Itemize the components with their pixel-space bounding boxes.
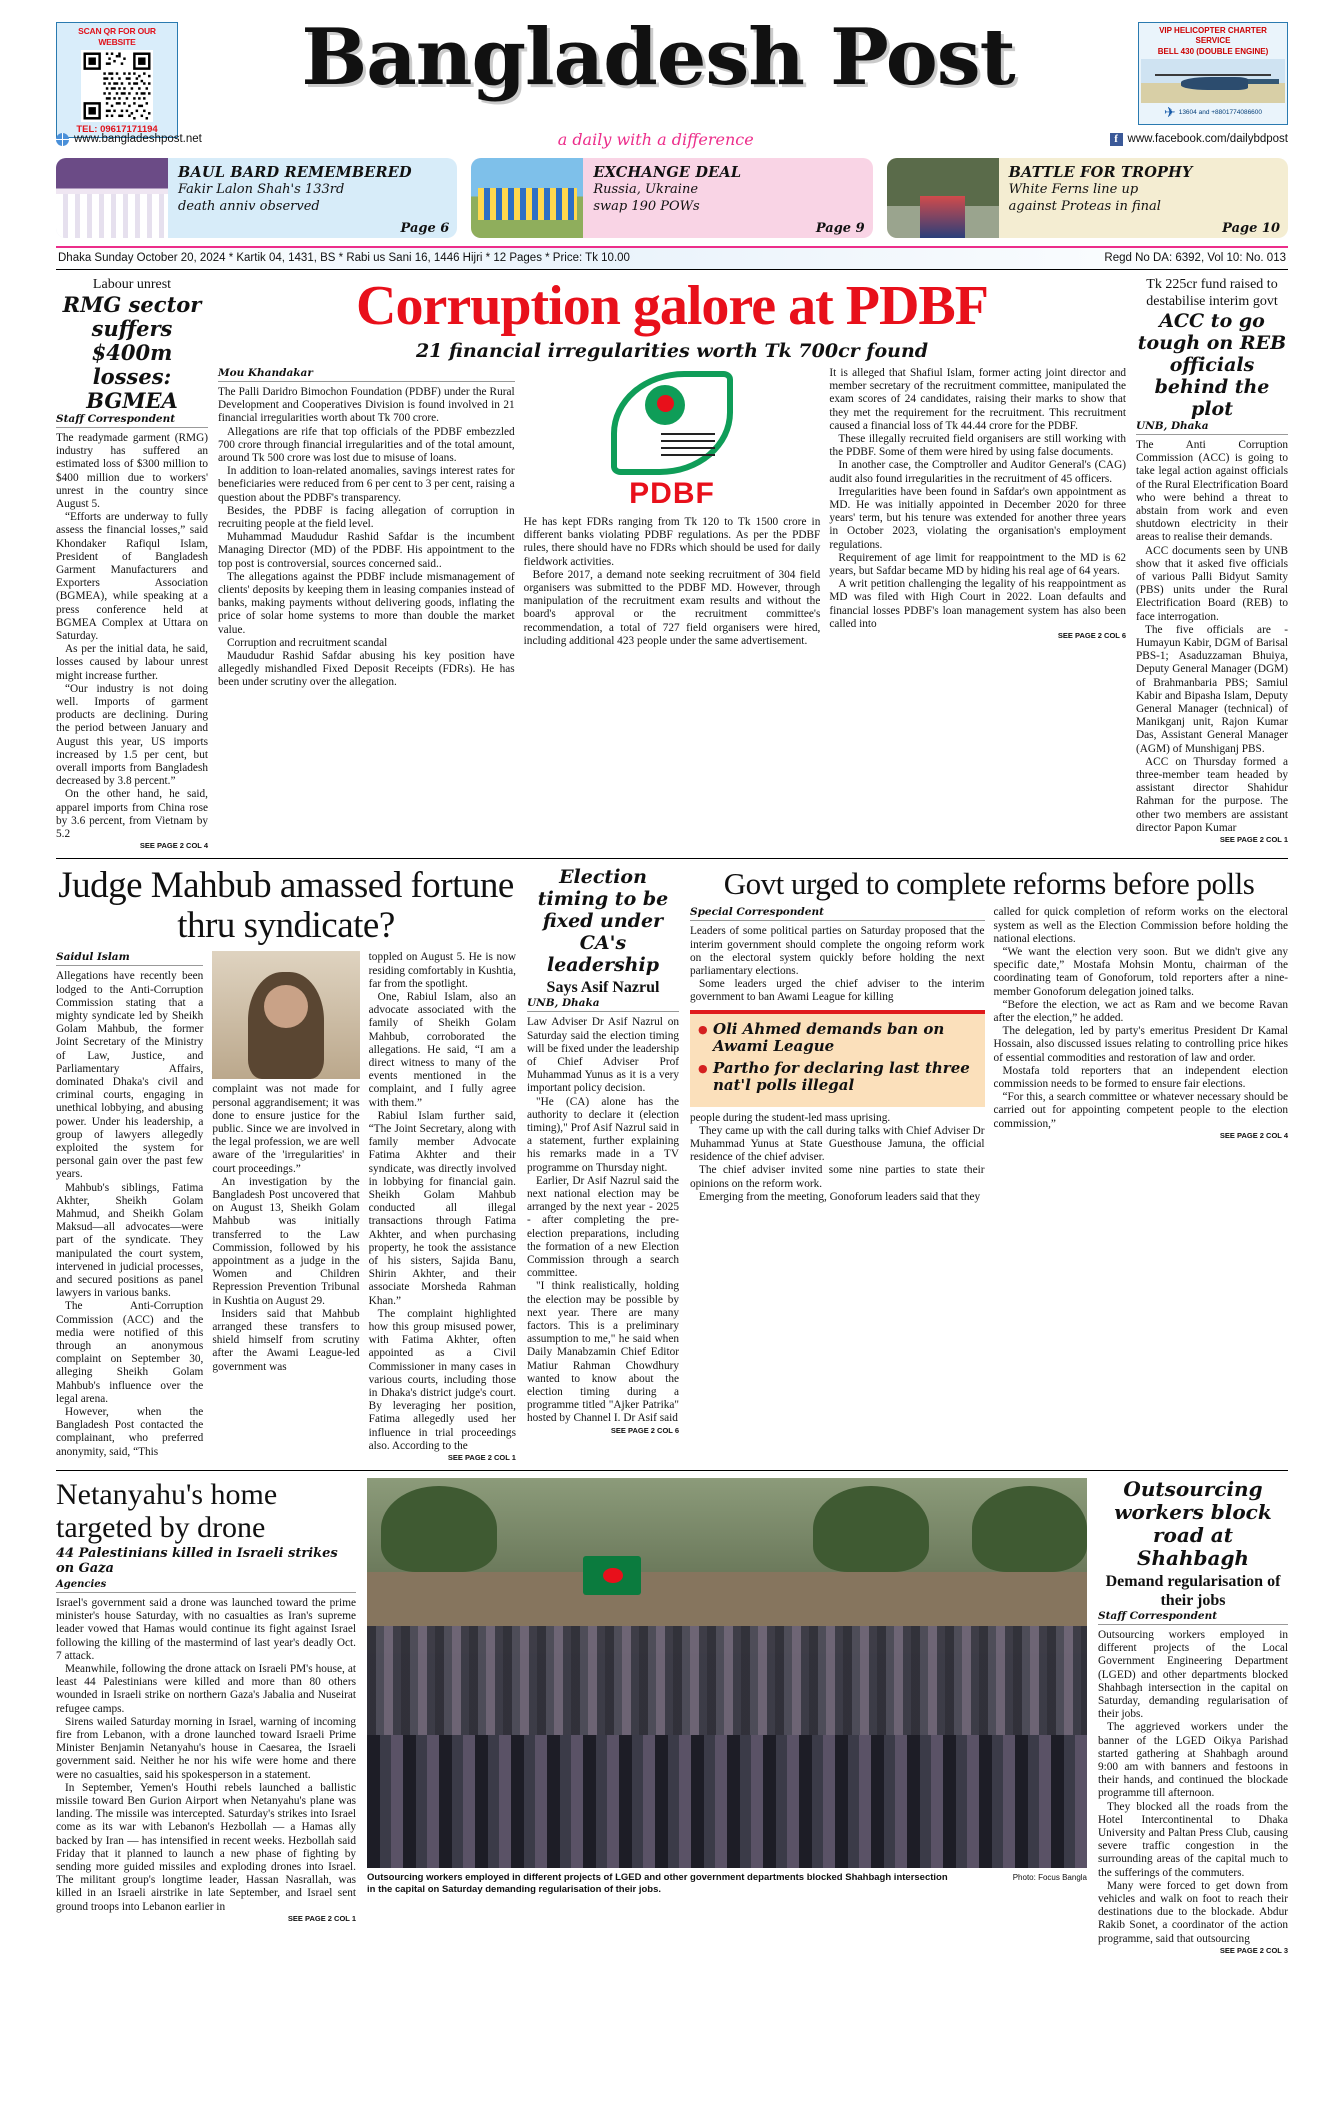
paragraph: complaint was not made for personal aggrandisement; it was done to ensure justice for the public. Since we are involved in the legal profession, we are well aware of the 'irregularities' in court proceedings.”: [212, 1083, 360, 1175]
newspaper-logo: Bangladesh Post: [301, 12, 1015, 103]
reforms-byline: Special Correspondent: [690, 906, 985, 921]
masthead-logo-wrap: [178, 12, 1138, 103]
paragraph: The complaint highlighted how this group misused power, with Fatima Akhter, often appointed as a Civil Commissioner in many cases in various courts, including those in Dhaka's district judge's court. By leveraging her position, Fatima allegedly used her influence in trial proceedings also. According to the: [368, 1307, 516, 1452]
reforms-body-1b: [690, 1112, 985, 1204]
teaser-kicker: BAUL BARD REMEMBERED: [178, 164, 412, 181]
paragraph: The Anti-Corruption Commission (ACC) and the media were notified of this through an anonymous complaint on September 30, alleging Sheikh Golam Mahbub's influence over the legal arena.: [56, 1300, 204, 1405]
qr-code-icon: [81, 50, 153, 122]
paragraph: The Anti Corruption Commission (ACC) is going to take legal action against officials of the Rural Electrification Board who were behind a threat to abstain from work and even shutdown electricity in their areas to realise their demands.: [1136, 439, 1288, 544]
paragraph: In September, Yemen's Houthi rebels launched a ballistic missile toward Ben Gurion Airport when Netanyahu's plane was landing. The missile was intercepted. Saturday's strikes into Israel come as its war with Lebanon's Hezbollah — a Hamas ally backed by Iran — has intensified in recent weeks. Hezbollah said Friday that it planned to launch a new phase of fighting by sending more guided missiles and exploding drones into Israel. The militant group's longtime leader, Hassan Nasrallah, was killed in an Israeli airstrike in late September, and Israel sent ground troops into Lebanon earlier in: [56, 1781, 356, 1913]
publication-dateline: Dhaka Sunday October 20, 2024 * Kartik 04, 1431, BS * Rabi us Sani 16, 1446 Hijri * 12 Pages * Price: Tk 10.00: [58, 252, 630, 264]
teaser-text: [583, 158, 872, 238]
paragraph: Sirens wailed Saturday morning in Israel, warning of incoming fire from Lebanon, with a drone launched toward Israeli Prime Minister Benjamin Netanyahu's house in Caesarea, the Israeli government said. Neither he nor his wife were home and there were no casualties, said his spokesperson in a statement.: [56, 1715, 356, 1781]
pdbf-byline: Mou Khandakar: [218, 367, 515, 382]
election-body: [527, 1016, 679, 1425]
paragraph: people during the student-led mass uprising.: [690, 1111, 891, 1124]
reforms-headline[interactable]: Govt urged to complete reforms before polls: [723, 866, 1255, 902]
website-url: www.bangladeshpost.net: [74, 133, 202, 145]
teaser-line2: death anniv observed: [178, 199, 320, 214]
paragraph: In another case, the Comptroller and Auditor General's (CAG) audit also found irregularities in the recruitment of 45 officers.: [829, 459, 1127, 485]
paragraph: The allegations against the PDBF include mismanagement of clients' deposits by keeping them in leasing companies instead of banks, making payments without delivering goods, inflating the price of solar home systems to more than double the market value.: [218, 570, 515, 636]
pdbf-subhead: 21 financial irregularities worth Tk 700cr found: [415, 340, 929, 362]
judge-continuation[interactable]: SEE PAGE 2 COL 1: [447, 1453, 516, 1463]
teaser-kicker: BATTLE FOR TROPHY: [1008, 164, 1193, 181]
paragraph: In addition to loan-related anomalies, savings interest rates for beneficiaries were reduced from 6 per cent to 3 per cent, raising a question about the PDBF's transparency.: [218, 465, 515, 504]
rmg-continuation[interactable]: SEE PAGE 2 COL 4: [139, 841, 208, 851]
paragraph: Mahbub's siblings, Fatima Akhter, Sheikh Golam Mahmud, and Sheikh Golam Maksud—all advocates—were part of the syndicate. They manipulated the court system, intervened in judicial processes, and secured positions as panel lawyers in various banks.: [56, 1181, 204, 1300]
reforms-continuation[interactable]: SEE PAGE 2 COL 4: [1219, 1130, 1288, 1140]
paragraph: Allegations are rife that top officials of the PDBF embezzled 700 crore through financial irregularities and of the total amount, around Tk 500 crore was lost due to misuse of loans.: [218, 425, 515, 465]
reforms-col-1: [690, 906, 985, 1204]
teaser-text: [999, 158, 1288, 238]
reforms-body-1a: [690, 925, 985, 1004]
qr-title: SCAN QR FOR OUR WEBSITE: [78, 26, 156, 47]
bullet-item: ● Partho for declaring last three nat'l polls illegal: [698, 1060, 977, 1094]
helicopter-ad-contact: [1141, 104, 1285, 121]
netanyahu-body: [56, 1597, 356, 1914]
judge-col-1: [56, 951, 203, 1462]
teaser-line2: against Proteas in final: [1008, 199, 1161, 214]
teaser-page-number[interactable]: Page 6: [400, 221, 450, 236]
paragraph: Israel's government said a drone was launched toward the prime minister's house Saturday, with no casualties as Iran's supreme leader vowed that Hamas would continue its fight against Israel following the killing of the mastermind of last year's deadly Oct. 7 attack.: [56, 1597, 356, 1662]
teaser-card[interactable]: [471, 158, 872, 238]
acc-body: [1136, 439, 1288, 835]
protest-photo: [367, 1478, 1087, 1868]
story-acc: [1136, 276, 1288, 850]
pdbf-headline[interactable]: Corruption galore at PDBF: [356, 275, 988, 337]
paragraph: Allegations have recently been lodged to the Anti-Corruption Commission stating that a mighty syndicate led by Sheikh Golam Mahbub, the former Joint Secretary of the Ministry of Law, Justice, and Parliamentary Affairs, dominated Dhaka's civil and criminal courts, engaging in unethical lobbying, and abusing power. Under his leadership, a group of lawyers allegedly exploited the system for personal gain over the past few years.: [56, 970, 204, 1181]
outsourcing-byline: Staff Correspondent: [1098, 1610, 1288, 1625]
judge-columns: [56, 951, 516, 1462]
paragraph: A writ petition challenging the legality of his reappointment as MD was filed with High Court in 2022. Loan defaults and financial losses PDBF's loan management system has also been called into: [829, 578, 1127, 630]
helicopter-ad-line1: VIP HELICOPTER CHARTER SERVICE: [1159, 26, 1267, 45]
story-election-timing: [527, 866, 679, 1462]
pdbf-logo-mark: [611, 371, 733, 475]
teaser-line1: Fakir Lalon Shah's 133rd: [178, 182, 345, 197]
outsourcing-headline[interactable]: Outsourcing workers block road at Shahbagh: [1114, 1477, 1272, 1571]
paragraph: called for quick completion of reform works on the electoral system as well as the Election Commission before holding the national elections.: [993, 906, 1288, 945]
paragraph: Many were forced to get down from vehicles and walk on foot to reach their destinations due to the blockade. Abdur Rakib Sonet, a coordinator of the action programme, said that outsourcing: [1098, 1879, 1288, 1945]
subheader: [56, 126, 1288, 152]
teaser-text: [168, 158, 457, 238]
election-byline: UNB, Dhaka: [527, 997, 679, 1012]
rmg-body: [56, 432, 208, 841]
pdbf-continuation[interactable]: SEE PAGE 2 COL 6: [1057, 631, 1127, 641]
judge-body-2: [212, 1083, 359, 1373]
paragraph: Emerging from the meeting, Gonoforum leaders said that they: [699, 1190, 981, 1203]
pdbf-body-3: [829, 367, 1126, 631]
reforms-body-2: [994, 906, 1289, 1130]
story-outsourcing: [1098, 1478, 1288, 1955]
paragraph: Muhammad Maududur Rashid Safdar is the incumbent Managing Director (MD) of the PDBF. His appointment to the top post is controversial, sources concerned said..: [218, 531, 515, 570]
paragraph: Requirement of age limit for reappointment to the MD is 62 years, but Safdar became MD by hiding his real age of 64 years.: [829, 551, 1127, 578]
helicopter-ad[interactable]: [1138, 22, 1288, 125]
helicopter-ad-phone: 13604 and +8801774086600: [1178, 109, 1263, 116]
lead-block: [56, 276, 1288, 850]
story-pdbf: [218, 276, 1126, 850]
election-headline[interactable]: Election timing to be fixed under CA's leadership: [537, 866, 669, 977]
rmg-byline: Staff Correspondent: [56, 413, 208, 428]
paragraph: Rabiul Islam further said, “The Joint Secretary, along with family member Advocate Fatima Akhter and their syndicate, was directly involved in lobbying for financial gain. Sheikh Golam Mahbub conducted all illegal transactions through Fatima Akhter, and when purchasing property, he took the assistance of his sisters, Sajida Banu, Shirin Akhter, and their associate Morsheda Rahman Khan.”: [368, 1109, 516, 1307]
acc-headline[interactable]: ACC to go tough on REB officials behind the plot: [1137, 310, 1287, 420]
paragraph: “For this, a search committee or whatever necessary should be carried out for appointing competent people to the election commission,”: [993, 1091, 1288, 1130]
judge-byline: Saidul Islam: [56, 951, 203, 966]
teaser-card[interactable]: [887, 158, 1288, 238]
teaser-strip: [56, 158, 1288, 238]
photo-caption-text: Outsourcing workers employed in different projects of LGED and other government departments blocked Shahbagh intersection in the capital on Saturday demanding regularisation of their jobs.: [367, 1872, 948, 1895]
paragraph: Before 2017, a demand note seeking recruitment of 304 field organisers was submitted to the PDBF MD. However, through manipulation of the recruitment exam results and without the board's approval or the recruitment committee's recommendation, a total of 727 field organisers were hired, including additional 423 people under the same advertisement.: [523, 568, 821, 647]
facebook-url: www.facebook.com/dailybdpost: [1127, 133, 1288, 145]
facebook-icon: f: [1110, 133, 1123, 146]
paragraph: Insiders said that Mahbub arranged these transfers to shield himself from scrutiny after the Awami League-led government was: [212, 1307, 360, 1373]
masthead: [56, 0, 1288, 135]
judge-headline[interactable]: Judge Mahbub amassed fortune thru syndicate?: [58, 865, 514, 947]
qr-telephone: TEL: 09617171194: [76, 124, 158, 135]
judge-col-3: [369, 951, 516, 1462]
paragraph: An investigation by the Bangladesh Post uncovered that on August 13, Sheikh Golam Mahbub was initially transferred to the Law Commission, followed by his appointment as a judge in the Women and Children Repression Prevention Tribunal in Kushtia on August 29.: [212, 1175, 360, 1307]
paragraph: Maududur Rashid Safdar abusing his key position have allegedly mishandled Fixed Deposit Receipts (FDRs). He has been under scrutiny over the allegation.: [218, 650, 515, 689]
pdbf-logo-text: PDBF: [629, 477, 715, 510]
paragraph: They came up with the call during talks with Chief Adviser Dr Muhammad Yunus at State Guesthouse Jamuna, the official residence of the chief adviser.: [690, 1124, 985, 1164]
qr-code-box[interactable]: [56, 22, 178, 138]
paragraph: Leaders of some political parties on Saturday proposed that the interim government should complete the ongoing reform work on the electoral system quickly before holding the next parliamentary elections.: [690, 925, 985, 977]
teaser-page-number[interactable]: Page 9: [815, 221, 865, 236]
hairline-rule: [56, 269, 1288, 270]
judge-col-2: [212, 951, 359, 1462]
paragraph: The Palli Daridro Bimochon Foundation (PDBF) under the Rural Development and Cooperatives Division is found involved in 21 financial irregularities worth about Tk 700 crore.: [218, 386, 515, 425]
pdbf-body-1: [218, 386, 515, 690]
photo-credit: Photo: Focus Bangla: [1012, 1873, 1087, 1883]
date-strip: [56, 248, 1288, 269]
helicopter-photo: [1141, 59, 1285, 103]
paragraph: toppled on August 5. He is now residing comfortably in Kushtia, far from the spotlight.: [368, 951, 516, 990]
section-divider: [56, 858, 1288, 859]
bottom-block: [56, 1478, 1288, 1955]
bottom-photo-block: [367, 1478, 1087, 1955]
photo-caption: [367, 1868, 1087, 1895]
helicopter-ad-line2: BELL 430 (DOUBLE ENGINE): [1157, 47, 1269, 56]
paragraph: ACC on Thursday formed a three-member team headed by assistant director Shahidur Rahman for the purpose. The other two members are assistant director Papon Kumar: [1136, 755, 1288, 834]
story-netanyahu: [56, 1478, 356, 1955]
judge-body-1: [56, 970, 203, 1459]
paragraph: Some leaders urged the chief adviser to the interim government to ban Awami League for killing: [690, 978, 985, 1004]
paragraph: "He (CA) alone has the authority to declare it (election timing)," Prof Asif Nazrul said in a statement, further explaining his remarks made in a TV programme on Thursday night.: [527, 1095, 679, 1174]
paragraph: On the other hand, he said, apparel imports from China rose by 3.6 percent, from Vietnam by 5.2: [56, 788, 208, 841]
reforms-bullet-box: [690, 1010, 985, 1107]
netanyahu-headline[interactable]: Netanyahu's home targeted by drone: [56, 1478, 278, 1545]
pdbf-col-2: [524, 367, 821, 690]
reforms-col-2: [994, 906, 1289, 1204]
paragraph: Besides, the PDBF is facing allegation of corruption in recruiting people at the field level.: [218, 504, 515, 531]
election-continuation[interactable]: SEE PAGE 2 COL 6: [610, 1425, 679, 1435]
paragraph: “Efforts are underway to fully assess the financial losses,” said Khondaker Rafiqul Islam, President of Bangladesh Garment Manufacturers and Exporters Association (BGMEA), while speaking at a press conference held at BGMEA Complex at Uttara on Saturday.: [56, 511, 208, 643]
paragraph: They blocked all the roads from the Hotel Intercontinental to Dhaka University and Paltan Press Club, causing severe traffic congestion in the surrounding areas of the capital much to the sufferings of the commuters.: [1098, 1800, 1288, 1879]
paragraph: Mostafa told reporters that an independent election commission needs to be formed to ensure fair elections.: [993, 1064, 1288, 1090]
paragraph: “Before the election, we act as Ram and we become Ravan after the election,” he added.: [993, 998, 1288, 1024]
paragraph: The delegation, led by party's emeritus President Dr Kamal Hossain, also discussed issues relating to controlling price hikes of essential commodities and restoration of law and order.: [993, 1025, 1288, 1064]
paragraph: As per the initial data, he said, losses caused by labour unrest might increase further.: [56, 643, 208, 682]
netanyahu-subhead: 44 Palestinians killed in Israeli strikes on Gaza: [56, 1546, 338, 1577]
teaser-card[interactable]: [56, 158, 457, 238]
teaser-line1: Russia, Ukraine: [593, 182, 699, 197]
outsourcing-subhead: Demand regularisation of their jobs: [1105, 1573, 1281, 1610]
paragraph: Corruption and recruitment scandal: [227, 636, 388, 649]
paragraph: Irregularities have been found in Safdar's own appointment as MD. He was initially appointed in December 2020 for three years' term, but his tenure was extended for another three years in October 2023, violating the organisation's employment regulations.: [829, 485, 1127, 551]
paragraph: However, when the Bangladesh Post contacted the complainant, who preferred anonymity, said, “This: [56, 1406, 204, 1458]
outsourcing-continuation[interactable]: SEE PAGE 2 COL 3: [1219, 1945, 1288, 1955]
paragraph: These illegally recruited field organisers are still working with the PDBF. Some of them were hired by using false documents.: [829, 433, 1127, 459]
pdbf-columns: [218, 367, 1126, 690]
paragraph: The five officials are - Humayun Kabir, DGM of Barisal PBS-1; Asaduzzaman Bhuiya, Deputy General Manager (DGM) of Brahmanbaria PBS; Samiul Kabir and Bipasha Islam, Deputy General Manager (technical) of Manikganj unit, Rajon Kumar Das, Assistant General Manager (AGM) of Munshiganj PBS.: [1136, 623, 1288, 755]
outsourcing-body: [1098, 1629, 1288, 1946]
paragraph: "I think realistically, holding the election may be possible by next year. There are many factors. This is a preliminary assumption to me," he said when Daily Manabzamin Chief Editor Matiur Rahman Chowdhury wanted to know about the election timing during a programme titled "Ajker Patrika" hosted by Channel I. Dr Asif said: [527, 1280, 679, 1425]
website-link[interactable]: [56, 133, 202, 146]
acc-byline: UNB, Dhaka: [1136, 420, 1288, 435]
mid-block: [56, 866, 1288, 1462]
teaser-kicker: EXCHANGE DEAL: [593, 164, 742, 181]
bullet-item: ● Oli Ahmed demands ban on Awami League: [698, 1021, 977, 1055]
reforms-columns: [690, 906, 1288, 1204]
registration-info: Regd No DA: 6392, Vol 10: No. 013: [1104, 252, 1286, 264]
globe-icon: [56, 133, 69, 146]
story-judge: [56, 866, 516, 1462]
section-divider: [56, 1470, 1288, 1471]
paragraph: The chief adviser invited some nine parties to state their opinions on the reform work.: [690, 1164, 985, 1190]
election-says: Says Asif Nazrul: [546, 979, 660, 997]
paragraph: Outsourcing workers employed in different projects of the Local Government Engineering Department (LGED) and other departments blocked Shahbagh intersection in the capital on Saturday, demanding regularisation of their jobs.: [1098, 1629, 1288, 1721]
tagline: a daily with a difference: [557, 129, 754, 149]
pdbf-col-3: [829, 367, 1126, 690]
facebook-link[interactable]: [1110, 133, 1288, 146]
judge-photo: [212, 951, 359, 1079]
paragraph: Earlier, Dr Asif Nazrul said the next national election may be arranged by the next year - 2025 - after completing the pre-election preparations, including the formation of a new Election Commission through a search committee.: [527, 1174, 679, 1280]
teaser-photo: [56, 158, 168, 238]
judge-body-3: [369, 951, 516, 1453]
acc-continuation[interactable]: SEE PAGE 2 COL 1: [1219, 835, 1288, 845]
pdbf-logo: [524, 371, 821, 511]
paragraph: He has kept FDRs ranging from Tk 120 to Tk 1500 crore in different banks violating PDBF regulations. As per the PDBF rules, there should have no FDRs which should be used for daily fieldwork activities.: [523, 516, 821, 568]
pdbf-col-1: [218, 367, 515, 690]
teaser-photo: [887, 158, 999, 238]
paragraph: Law Adviser Dr Asif Nazrul on Saturday said the election timing will be fixed under the leadership of Chief Adviser Prof Muhammad Yunus as it is a very important policy decision.: [527, 1016, 679, 1095]
rmg-kicker: Labour unrest: [92, 277, 172, 292]
paragraph: ACC documents seen by UNB show that it asked five officials of various Palli Bidyut Samity (PBS) units under the Rural Electrification Board (REB) to face interrogation.: [1136, 544, 1288, 623]
paragraph: “We want the election very soon. But we didn't give any specific date,” Mostafa Mohsin Montu, chairman of the coordinating team of Gonoforum, told reporters after a nine-member Gonoforum delegation joined talks.: [993, 945, 1288, 998]
acc-kicker: Tk 225cr fund raised to destabilise interim govt: [1146, 277, 1278, 309]
teaser-page-number[interactable]: Page 10: [1222, 221, 1280, 236]
paragraph: Meanwhile, following the drone attack on Israeli PM's house, at least 44 Palestinians were killed and more than 80 others wounded in Israeli strike on northern Gaza's Jabalia and Nuseirat refugee camps.: [56, 1663, 356, 1715]
netanyahu-continuation[interactable]: SEE PAGE 2 COL 1: [287, 1913, 356, 1923]
teaser-line2: swap 190 POWs: [593, 199, 700, 214]
paragraph: One, Rabiul Islam, also an advocate associated with the family of Sheikh Golam Mahbub, corroborated the allegations. He said, “I am a direct witness to many of the events mentioned in the complaint, and I fully agree with them.”: [368, 990, 516, 1109]
paragraph: The readymade garment (RMG) industry has suffered an estimated loss of $300 million to $400 million due to workers' unrest in the country since August 5.: [56, 432, 208, 511]
story-reforms: [690, 866, 1288, 1462]
paragraph: “Our industry is not doing well. Imports of garment products are declining. During the period between January and August this year, US imports increased by 1.5 per cent, but overall imports from Bangladesh decreased by 3.8 percent.”: [56, 682, 208, 788]
paragraph: It is alleged that Shafiul Islam, former acting joint director and member secretary of the recruitment committee, manipulated the exam scores of 24 candidates, raising their marks to show that they met the requirement for the recruitment. This recruitment caused a financial loss of Tk 44.44 crore for the PDBF.: [829, 367, 1127, 432]
teaser-photo: [471, 158, 583, 238]
story-rmg: [56, 276, 208, 850]
wings-icon: ✈: [1163, 104, 1176, 120]
teaser-line1: White Ferns line up: [1008, 182, 1139, 197]
rmg-headline[interactable]: RMG sector suffers $400m losses: BGMEA: [62, 292, 202, 413]
paragraph: The aggrieved workers under the banner of the LGED Oikya Parishad started gathering at Shahbagh around 9:00 am with banners and festoons in their hands, and continued the blockade programme till afternoon.: [1098, 1721, 1288, 1800]
netanyahu-byline: Agencies: [56, 1579, 356, 1593]
pdbf-body-2: [524, 516, 821, 648]
